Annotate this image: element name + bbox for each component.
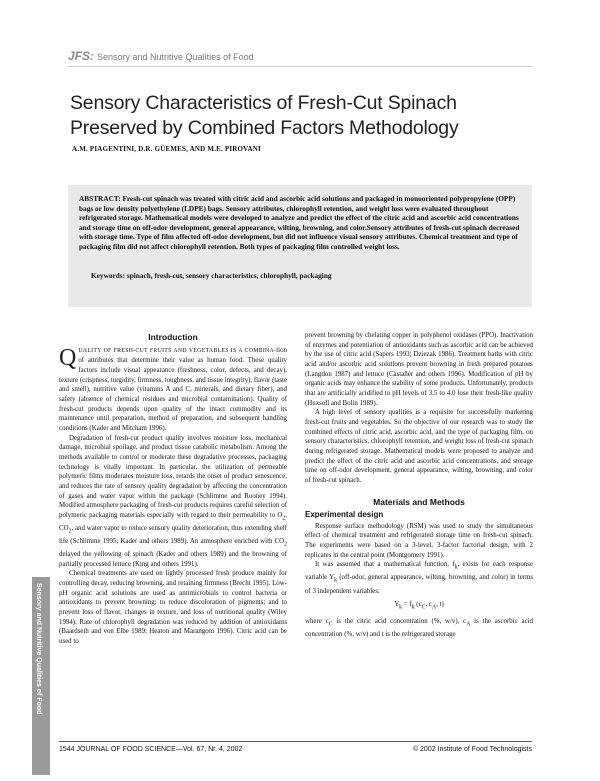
journal-abbrev: JFS: — [68, 49, 95, 63]
methods-paragraph-2: It was assumed that a mathematical function, $f_k$, exists for each response variable $Y_k$ (off-odor, general appearance, wilting, browning, and color) in terms of 3 independent variables: — [305, 561, 534, 595]
drop-cap: Q — [59, 344, 77, 371]
right-column — [305, 331, 533, 640]
intro-lead: UALITY OF FRESH-CUT FRUITS AND VEGETABLES IS A COMBINA- — [78, 347, 277, 354]
equation: $Y_k = f_k$ ($c_C$, $c_A$, t) — [394, 601, 444, 611]
intro-paragraph-2: Degradation of fresh-cut product quality involves moisture loss, mechanical damage, microbial spoilage, and product tissue catabolic metabolism. Among the methods available to control or moderate these degradative processes, packaging technology is vitally important. In particular, the utilization of permeable polymeric films moderates moisture loss, retards the onset of product senescence, and reduces the rate of sensory quality degradation by affecting the concentration of gases and water vapor within the package (Schlimme and Rooney 1994). Modified atmosphere packaging of fresh-cut products requires careful selection of polymeric packaging materials especially with regard to their permeability to $O_2$, $CO_2$, and water vapor to reduce sensory quality deterioration, thus extending shelf life (Schlimme 1995; Kader and others 1989). An atmosphere enriched with $CO_2$ delayed the yellowing of spinach (Kader and others 1989) and the browning of partially processed lettuce (King and others 1991). — [59, 434, 287, 568]
intro-paragraph-3: Chemical treatments are used on lightly processed fresh produce mainly for controlling decay, reducing browning, and retaining firmness (Brecht 1995). Low-pH organic acid solutions are used as antimicrobials to control bacteria or antioxidants to prevent browning; to reduce discoloration of pigments; and to prevent loss of flavor, changes in texture, and loss of nutritional quality (Wiley 1994). Rate of chlorophyll degradation was reduced by addition of antioxidants (Baardseth and von Elbe 1989; Heaton and Marangoni 1996). Citric acid can be used to — [59, 570, 287, 645]
methods-paragraph-3: where $c_C$ is the citric acid concentration (%, w/v), $c_A$ is the ascorbic acid concentration (%, w/v) and t is the refrigerated storage — [305, 618, 533, 639]
running-header — [68, 49, 254, 63]
intro-paragraph-1: QUALITY OF FRESH-CUT FRUITS AND VEGETABLES IS A COMBINA-tion of attributes that determine their value as human food. These quality factors include visual appearance (freshness, color, defects, and decay), texture (crispness, turgidity, firmness, toughness, and tissue integrity), flavor (taste and smell), nutritive value (vitamins A and C, minerals, and dietary fiber), and safety (absence of chemical residues and microbial contamination). Quality of fresh-cut products depends upon quality of the intact commodity and its maintenance until preparation, method of preparation, and subsequent handling conditions (Kader and Mitcham 1996). — [59, 344, 287, 432]
keywords: Keywords: spinach, fresh-cut, sensory characteristics, chlorophyll, packaging — [91, 271, 332, 280]
section-name: Sensory and Nutritive Qualities of Food — [97, 52, 254, 62]
methods-heading: Materials and Methods — [373, 496, 465, 507]
side-tab-label: Sensory and Nutritive Qualities of Food — [35, 583, 42, 715]
subsection-heading: Experimental design — [305, 510, 384, 520]
article-title: Sensory Characteristics of Fresh-Cut Spinach Preserved by Combined Factors Methodology — [70, 92, 459, 139]
methods-paragraph-1: Response surface methodology (RSM) was used to study the simultaneous effect of chemical treatment and refrigerated storage time on fresh-cut spinach. The experiments were based on a 3-level, 3-factor factorial design, with 2 replicates in the central point (Montgomery 1991). — [305, 522, 533, 559]
intro-paragraph-5: A high level of sensory qualities is a requisite for successfully marketing fresh-cut fruits and vegetables. So the objective of our research was to study the combined effects of citric acid, ascorbic acid, and the type of packaging film, on sensory characteristics, chlorophyll retention, and weight loss of fresh-cut spinach during refrigerated storage. Mathematical models were proposed to analyze and predict the effect of the citric acid and ascorbic acid concentrations, and storage time on off-odor development, general appearance, wilting, browning, and color of fresh-cut spinach. — [305, 409, 533, 484]
side-section-tab — [32, 577, 50, 775]
left-column — [59, 331, 287, 646]
abstract: ABSTRACT: Fresh-cut spinach was treated with citric acid and ascorbic acid solutions and packaged in monooriented polypropylene (OPP) bags or low density polyethylene (LDPE) bags. Sensory attributes, chlorophyll retention, and weight loss were evaluated throughout refrigerated storage. Mathematical models were developed to analyze and predict the effect of the citric acid and ascorbic acid concentrations and storage time on off-odor development, general appearance, wilting, browning, and color.Sensory attributes of fresh-cut spinach decreased with storage time. Type of film affected off-odor development, but did not influence visual sensory attributes. Chemical treatment and type of packaging film did not affect chlorophyll retention. Both types of packaging film controlled weight loss. — [79, 194, 520, 251]
footer-journal: 1544 JOURNAL OF FOOD SCIENCE—Vol. 67, Nr. 4, 2002 — [59, 746, 243, 753]
intro-paragraph-4: prevent browning by chelating copper in polyphenol oxidases (PPO). Inactivation of enzymes and potentiation of antioxidants such as ascorbic acid can be achieved by the use of citric acid (Sapers 1993; Dziezak 1986). Treatment baths with citric acid and/or ascorbic acid solutions prevent browning in fresh prepared potatoes (Langdon 1987) and lettuce (Castañer and others 1996). Modification of pH by organic acids may enhance the stability of some products. Unfortunately, products that are artificially acidified to pH levels of 3.5 to 4.0 lose their fresh-like quality (Huxsoll and Bolin 1989). — [305, 332, 533, 407]
footer-rule — [59, 741, 532, 742]
footer-copyright: © 2002 Institute of Food Technologists — [412, 746, 532, 753]
intro-heading: Introduction — [148, 332, 198, 342]
authors: A.M. PIAGENTINI, D.R. GÜEMES, AND M.E. PIROVANI — [72, 145, 261, 153]
header-rule — [68, 66, 532, 67]
